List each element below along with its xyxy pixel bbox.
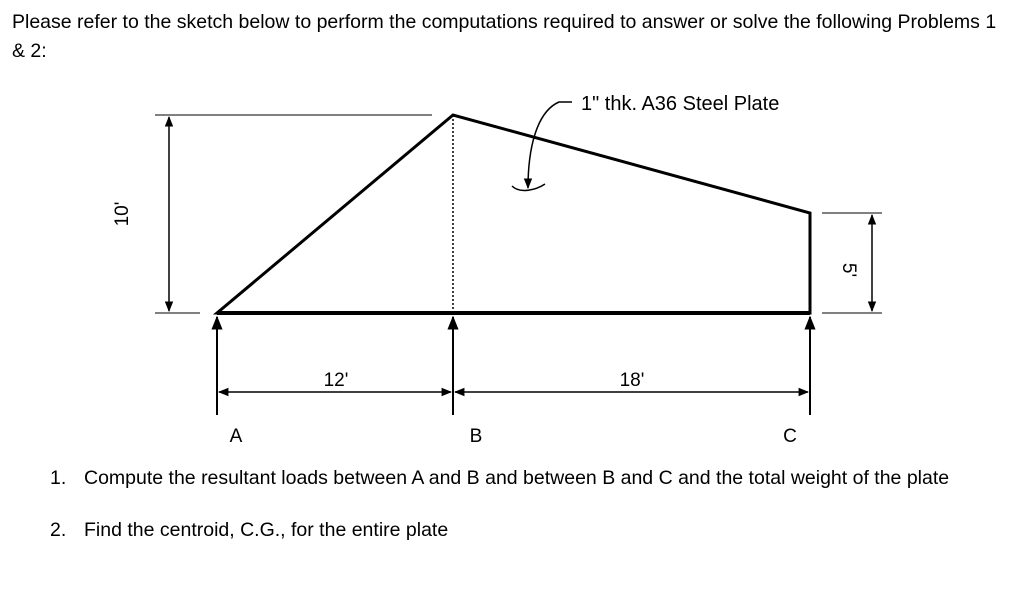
problem-number: 2. (50, 519, 67, 541)
problem-item (50, 464, 1000, 492)
support-label-b: B (469, 426, 483, 447)
plate-outline (217, 115, 810, 313)
plate-label: 1" thk. A36 Steel Plate (581, 93, 780, 115)
problem-text: Compute the resultant loads between A and B and between B and C and the total weight of the plate (84, 467, 950, 489)
span-label-ab: 12' (323, 370, 349, 391)
height-label-left: 10' (112, 201, 133, 227)
problem-item (50, 516, 1000, 544)
problem-text: Find the centroid, C.G., for the entire plate (84, 519, 449, 541)
span-label-bc: 18' (619, 370, 645, 391)
problem-list (50, 464, 1000, 544)
support-label-c: C (783, 426, 797, 447)
problem-number: 1. (50, 467, 67, 489)
support-label-a: A (229, 426, 243, 447)
intro-text: Please refer to the sketch below to perform the computations required to answer or solve the following Problems 1 & 2: (12, 11, 997, 62)
height-label-right: 5' (838, 262, 859, 278)
